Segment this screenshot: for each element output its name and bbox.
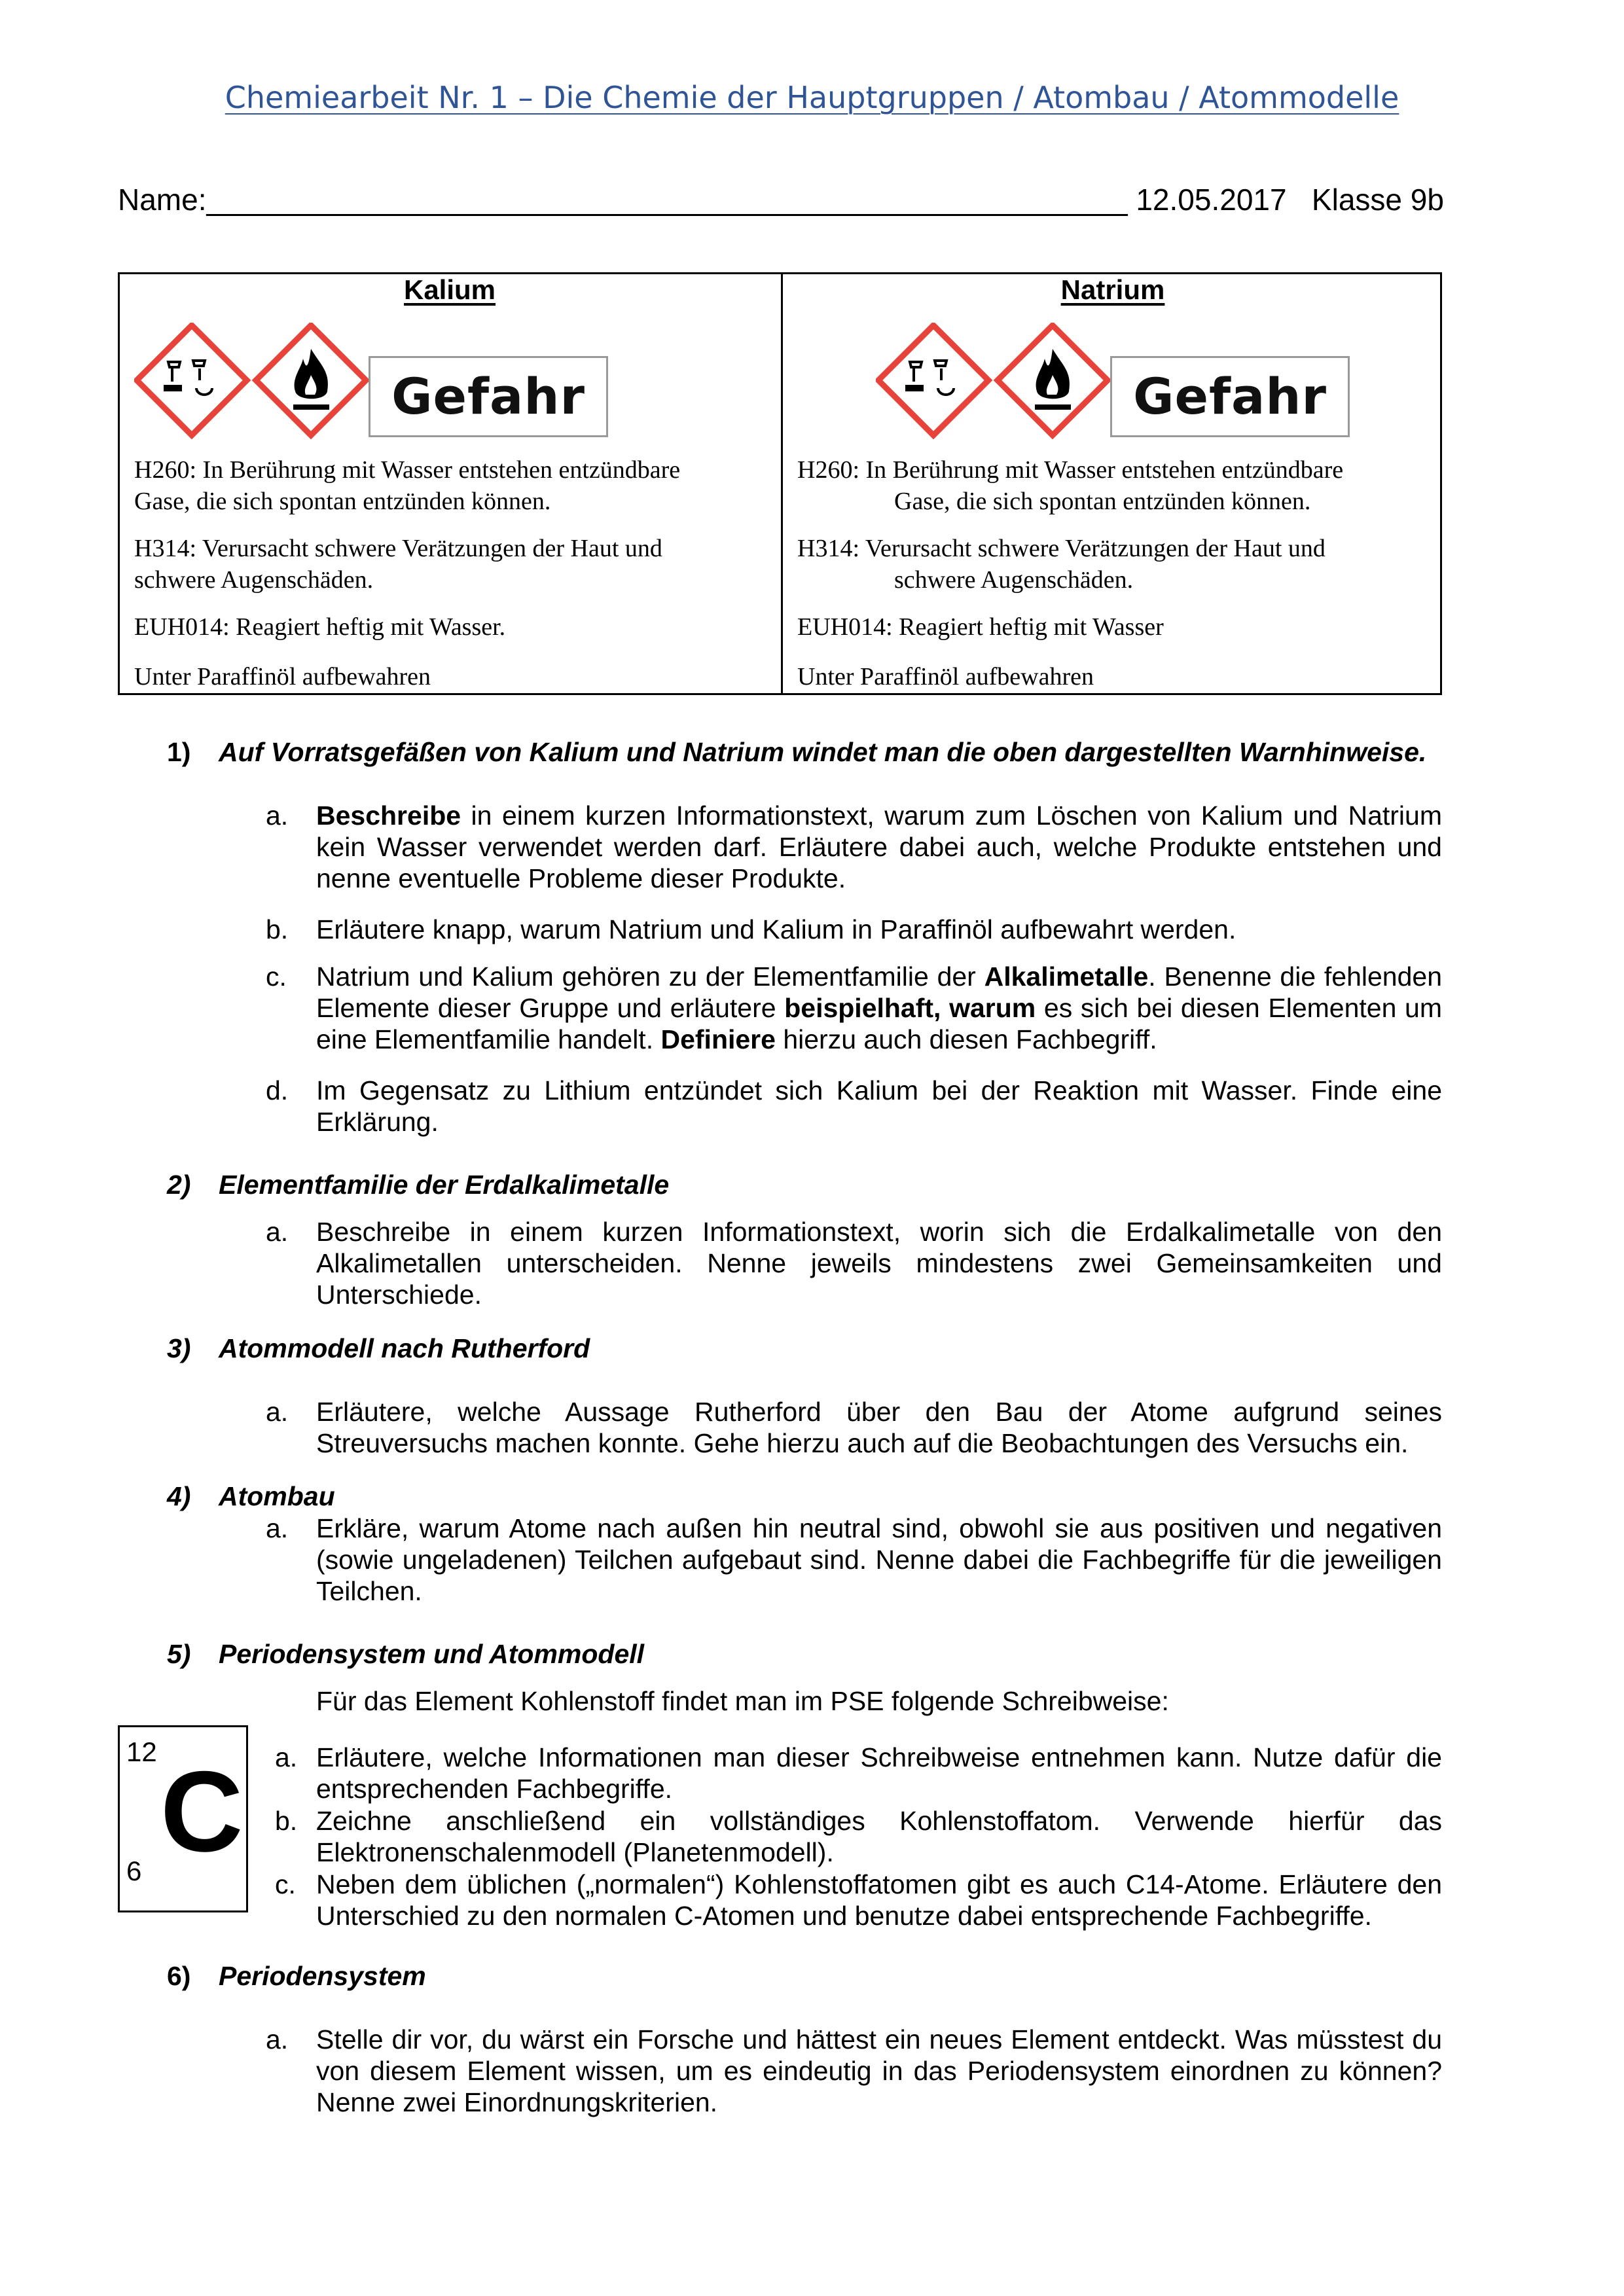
task-item: a. Beschreibe in einem kurzen Informationstext, warum zum Löschen von Kalium und Natrium kein Wasser verwendet werden darf. Erläutere dabei auch, welche Produkte entstehen und nenne eventuelle Probleme dieser Produkte. bbox=[266, 800, 1442, 893]
hazard-pictograms bbox=[134, 323, 370, 440]
hazard-cell-kalium bbox=[120, 274, 780, 693]
storage-note: Unter Paraffinöl aufbewahren bbox=[134, 663, 431, 691]
task-item: a. Erkläre, warum Atome nach außen hin neutral sind, obwohl sie aus positiven und negativen (sowie ungeladenen) Teilchen aufgebaut sind. Nenne dabei die Fachbegriffe für die jeweiligen Teilchen. bbox=[266, 1513, 1442, 1606]
question-heading: 5) Periodensystem und Atommodell bbox=[167, 1639, 645, 1669]
name-date-line bbox=[118, 182, 1444, 217]
hazard-statement: H260: In Berührung mit Wasser entstehen entzündbare Gase, die sich spontan entzünden können. bbox=[134, 456, 681, 515]
task-item: a. Erläutere, welche Informationen man dieser Schreibweise entnehmen kann. Nutze dafür die entsprechenden Fachbegriffe. bbox=[275, 1742, 1442, 1804]
class-label: Klasse 9b bbox=[1311, 183, 1444, 217]
hazard-statement: H314: Verursacht schwere Verätzungen der Haut und schwere Augenschäden. bbox=[134, 535, 662, 594]
hazard-statement: EUH014: Reagiert heftig mit Wasser bbox=[797, 613, 1164, 641]
hazard-table bbox=[118, 272, 1442, 695]
task-item: b. Zeichne anschließend ein vollständiges Kohlenstoffatom. Verwende hierfür das Elektronenschalenmodell (Planetenmodell). bbox=[275, 1806, 1442, 1867]
question-heading: 6) Periodensystem bbox=[167, 1961, 426, 1991]
page-title: Chemiearbeit Nr. 1 – Die Chemie der Hauptgruppen / Atombau / Atommodelle bbox=[225, 80, 1399, 115]
task-item: c. Natrium und Kalium gehören zu der Elementfamilie der Alkalimetalle. Benenne die fehlenden Elemente dieser Gruppe und erläutere beispielhaft, warum es sich bei diesen Elementen um eine Elementfamilie handelt. Definiere hierzu auch diesen Fachbegriff. bbox=[266, 961, 1443, 1054]
element-heading: Natrium bbox=[1060, 274, 1165, 305]
hazard-pictograms bbox=[876, 323, 1111, 440]
mass-number: 12 bbox=[126, 1736, 157, 1767]
name-field[interactable]: Name:_______________________________________________________ bbox=[118, 183, 1136, 217]
date: 12.05.2017 bbox=[1136, 183, 1287, 217]
hazard-statement: H314: Verursacht schwere Verätzungen der Haut und schwere Augenschäden. bbox=[797, 535, 1326, 594]
question-heading: 3) Atommodell nach Rutherford bbox=[167, 1333, 590, 1363]
task-intro: Für das Element Kohlenstoff findet man im PSE folgende Schreibweise: bbox=[316, 1686, 1169, 1716]
storage-note: Unter Paraffinöl aufbewahren bbox=[797, 663, 1094, 691]
element-symbol-carbon bbox=[118, 1725, 248, 1912]
hazard-statement: H260: In Berührung mit Wasser entstehen entzündbare Gase, die sich spontan entzünden können. bbox=[797, 456, 1344, 515]
task-item: b. Erläutere knapp, warum Natrium und Kalium in Paraffinöl aufbewahrt werden. bbox=[266, 914, 1236, 944]
flame-icon bbox=[256, 325, 366, 435]
flame-icon bbox=[998, 325, 1108, 435]
element-symbol: C bbox=[160, 1748, 244, 1876]
signal-word-gefahr: Gefahr bbox=[369, 356, 608, 437]
task-item: a. Beschreibe in einem kurzen Informationstext, worin sich die Erdalkalimetalle von den Alkalimetallen unterscheiden. Nenne jeweils mindestens zwei Gemeinsamkeiten und Unterschiede. bbox=[266, 1217, 1442, 1310]
task-item: d. Im Gegensatz zu Lithium entzündet sich Kalium bei der Reaktion mit Wasser. Finde eine Erklärung. bbox=[266, 1075, 1442, 1137]
question-heading: 1) Auf Vorratsgefäßen von Kalium und Natrium windet man die oben dargestellten Warnhinweise. bbox=[167, 737, 1427, 767]
task-item: a. Erläutere, welche Aussage Rutherford über den Bau der Atome aufgrund seines Streuversuchs machen konnte. Gehe hierzu auch auf die Beobachtungen des Versuchs ein. bbox=[266, 1397, 1442, 1458]
corrosive-icon bbox=[137, 325, 247, 435]
task-item: a. Stelle dir vor, du wärst ein Forsche und hättest ein neues Element entdeckt. Was müsstest du von diesem Element wissen, um es eindeutig in das Periodensystem einordnen zu können? Nenne zwei Einordnungskriterien. bbox=[266, 2024, 1442, 2117]
atomic-number: 6 bbox=[126, 1856, 142, 1886]
corrosive-icon bbox=[878, 325, 988, 435]
element-heading: Kalium bbox=[403, 274, 496, 305]
question-heading: 4) Atombau bbox=[167, 1481, 335, 1511]
hazard-cell-natrium bbox=[783, 274, 1443, 693]
signal-word-gefahr: Gefahr bbox=[1110, 356, 1350, 437]
question-heading: 2) Elementfamilie der Erdalkalimetalle bbox=[167, 1170, 670, 1200]
task-item: c. Neben dem üblichen („normalen“) Kohlenstoffatomen gibt es auch C14-Atome. Erläutere den Unterschied zu den normalen C-Atomen und benutze dabei entsprechende Fachbegriffe. bbox=[275, 1869, 1442, 1931]
hazard-statement: EUH014: Reagiert heftig mit Wasser. bbox=[134, 613, 506, 641]
